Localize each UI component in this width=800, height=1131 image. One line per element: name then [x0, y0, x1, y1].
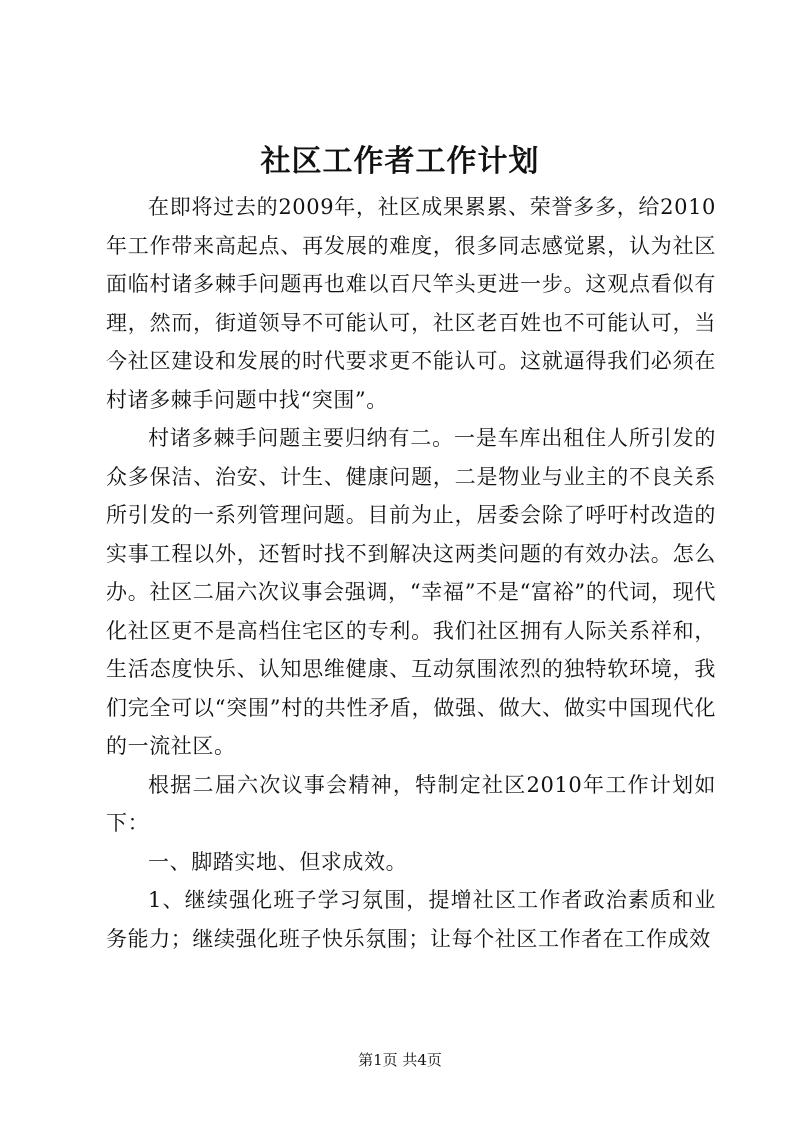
- paragraph-problems: 村诸多棘手问题主要归纳有二。一是车库出租住人所引发的众多保洁、治安、计生、健康问题，二是物业与业主的不良关系所引发的一系列管理问题。目前为止，居委会除了呼吁村改造的实事工程以外，还暂时找不到解决这两类问题的有效办法。怎么办。社区二届六次议事会强调，“幸福”不是“富裕”的代词，现代化社区更不是高档住宅区的专利。我们社区拥有人际关系祥和，生活态度快乐、认知思维健康、互动氛围浓烈的独特软环境，我们完全可以“突围”村的共性矛盾，做强、做大、做实中国现代化的一流社区。: [106, 426, 716, 758]
- list-item-1: 1、继续强化班子学习氛围，提增社区工作者政治素质和业务能力；继续强化班子快乐氛围；让每个社区工作者在工作成效: [106, 888, 716, 951]
- paragraph-plan-intro: 根据二届六次议事会精神，特制定社区2010年工作计划如下：: [106, 772, 716, 835]
- document-body: [106, 188, 716, 958]
- page-title: 社区工作者工作计划: [260, 144, 540, 179]
- page-number: 第1页 共4页: [358, 1051, 442, 1069]
- paragraph-intro: 在即将过去的2009年，社区成果累累、荣誉多多，给2010年工作带来高起点、再发展的难度，很多同志感觉累，认为社区面临村诸多棘手问题再也难以百尺竿头更进一步。这观点看似有理，然而，街道领导不可能认可，社区老百姓也不可能认可，当今社区建设和发展的时代要求更不能认可。这就逼得我们必须在村诸多棘手问题中找“突围”。: [106, 195, 716, 412]
- section-heading-1: 一、脚踏实地、但求成效。: [148, 849, 408, 874]
